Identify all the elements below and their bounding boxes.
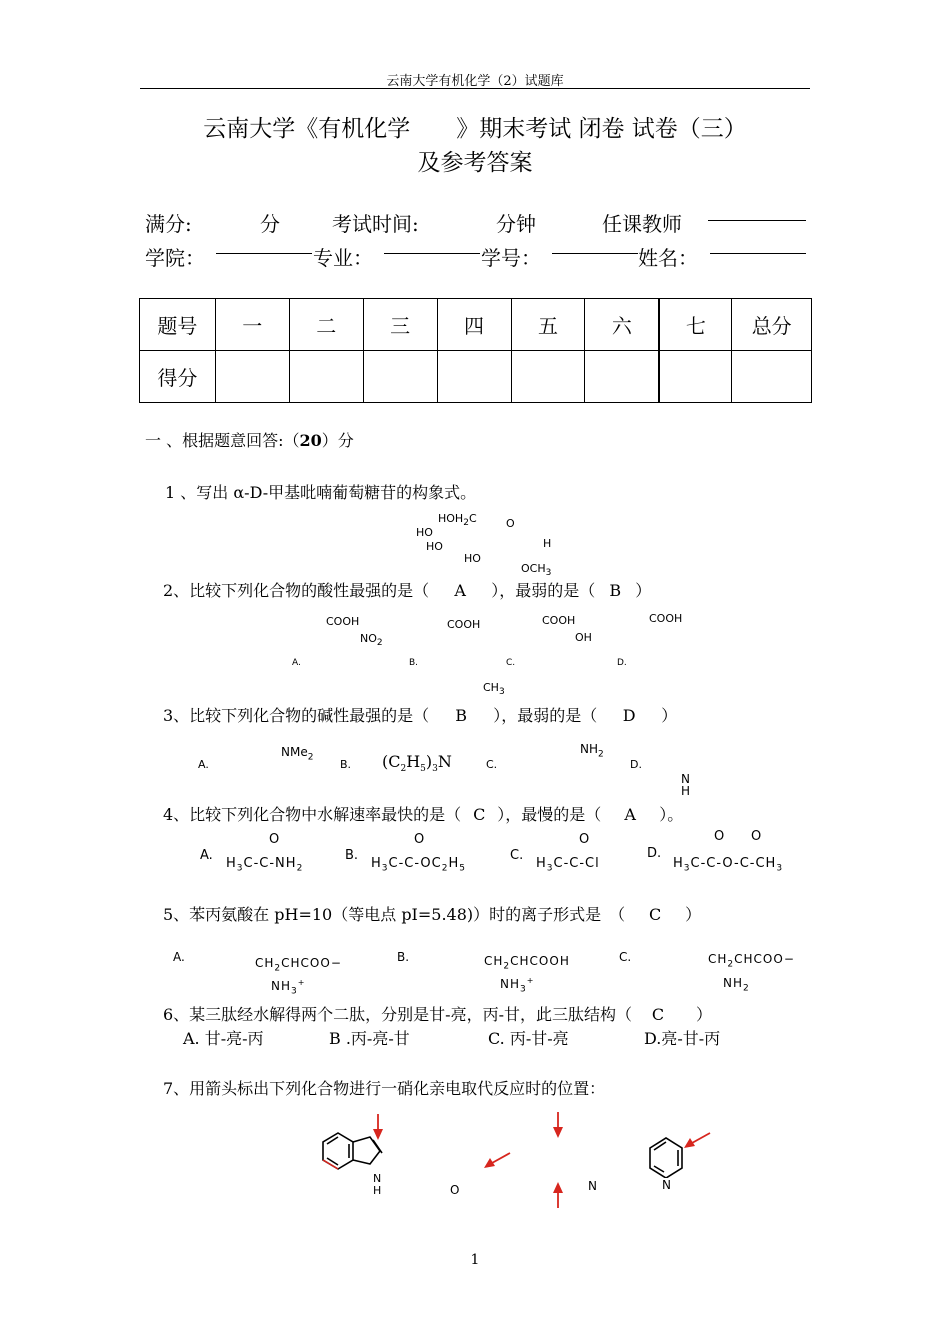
q5-option-a: A.	[173, 950, 185, 964]
q4-a-formula: $H_3C-C-NH_2$	[226, 856, 304, 874]
arrow-indole-c3	[368, 1112, 388, 1142]
arrow-pyrrole-bottom	[548, 1180, 568, 1210]
header-cell: 七	[659, 299, 732, 351]
score-cell[interactable]	[437, 351, 511, 403]
score-table-header-row	[140, 299, 812, 351]
q3-a-nme2: NMe$_2$	[281, 745, 314, 763]
q1-label-ho: HO	[416, 526, 433, 539]
score-row-label: 得分	[140, 351, 216, 403]
q3-option-d: D.	[630, 758, 642, 771]
teacher-label: 任课教师	[602, 212, 682, 236]
score-table-score-row	[140, 351, 812, 403]
header-cell: 总分	[732, 299, 812, 351]
arrow-furan	[480, 1150, 514, 1172]
q6-choice-a: A. 甘-亮-丙	[183, 1029, 264, 1048]
header-cell: 三	[363, 299, 437, 351]
q1-label-och3: $OCH_3$	[521, 562, 552, 579]
q4-answer-slowest: A	[624, 805, 636, 824]
pyridine-n: N	[662, 1178, 671, 1192]
q4-c-formula: $H_3C-C-Cl$	[536, 856, 600, 874]
q2-a-no2: $NO_2$	[360, 632, 383, 649]
q4-option-b: B.	[345, 848, 359, 863]
student-id-blank[interactable]	[552, 253, 638, 254]
major-label: 专业：	[313, 246, 373, 270]
q3-c-nh2: $NH_2$	[580, 742, 604, 760]
score-cell[interactable]	[289, 351, 363, 403]
question-7: 7、用箭头标出下列化合物进行一硝化亲电取代反应时的位置：	[163, 1079, 606, 1098]
header-rule	[140, 88, 810, 89]
header-cell: 题号	[140, 299, 216, 351]
q3-answer-weakest: D	[622, 706, 636, 725]
indole-n: N	[373, 1172, 382, 1185]
exam-time-label: 考试时间:	[332, 212, 419, 236]
q4-answer-fastest: C	[473, 805, 486, 824]
name-label: 姓名：	[638, 246, 698, 270]
score-cell[interactable]	[732, 351, 812, 403]
q1-label-h: H	[543, 537, 552, 550]
pyridine-structure	[640, 1128, 720, 1192]
header-cell: 五	[511, 299, 585, 351]
minutes-unit: 分钟	[496, 212, 536, 236]
score-cell[interactable]	[511, 351, 585, 403]
exam-title-line2: 及参考答案	[417, 150, 533, 176]
header-cell: 二	[289, 299, 363, 351]
q3-b-triethylamine: $(C_2H_5)_3N$	[382, 752, 452, 775]
indole-h: H	[373, 1184, 382, 1197]
q2-c-cooh: COOH	[542, 614, 576, 627]
q1-label-ho: HO	[426, 540, 443, 553]
q4-b-formula: $H_3C-C-OC_2H_5$	[371, 856, 466, 874]
q4-option-c: C.	[510, 848, 524, 863]
question-1: 1 、写出 α-D-甲基吡喃葡萄糖苷的构象式。	[165, 483, 477, 502]
q2-option-d: D.	[617, 658, 627, 668]
q5-c-formula: $CH_2CHCOO-$	[708, 952, 795, 970]
q6-choice-c: C. 丙-甘-亮	[488, 1029, 569, 1048]
score-cell[interactable]	[585, 351, 659, 403]
q6-choice-b: B .丙-亮-甘	[329, 1029, 410, 1048]
q2-answer-strongest: A	[454, 581, 466, 600]
teacher-blank[interactable]	[708, 220, 806, 221]
q3-answer-strongest: B	[455, 706, 468, 725]
q6-answer: C	[651, 1005, 665, 1024]
arrow-pyrrole-top	[548, 1110, 568, 1140]
q2-a-cooh: COOH	[326, 615, 360, 628]
q4-d-carbonyl-o: O	[751, 829, 762, 844]
q2-option-b: B.	[409, 658, 419, 668]
running-header: 云南大学有机化学（2）试题库	[386, 74, 564, 89]
q5-b-formula: $CH_2CHCOOH$	[484, 954, 570, 972]
q2-option-c: C.	[506, 658, 516, 668]
q3-d-n: N	[681, 772, 690, 786]
q4-a-carbonyl-o: O	[269, 832, 280, 847]
student-id-label: 学号：	[481, 246, 541, 270]
college-blank[interactable]	[216, 253, 312, 254]
name-blank[interactable]	[710, 253, 806, 254]
major-blank[interactable]	[384, 253, 480, 254]
header-cell: 六	[585, 299, 659, 351]
q6-choice-d: D.亮-甘-丙	[644, 1029, 721, 1048]
q1-label-hoh2c: $HOH_2C$	[438, 512, 477, 529]
header-cell: 四	[437, 299, 511, 351]
q5-option-b: B.	[397, 950, 410, 964]
q2-b-cooh: COOH	[447, 618, 481, 631]
q2-d-cooh: COOH	[649, 612, 683, 625]
q2-option-a: A.	[292, 658, 301, 668]
q5-option-c: C.	[619, 950, 632, 964]
score-table	[139, 298, 812, 403]
question-5: 5、苯丙氨酸在 pH=10（等电点 pI=5.48)）时的离子形式是 （ C ）	[163, 905, 702, 924]
q2-b-ch3: $CH_3$	[483, 681, 505, 698]
section-1-title: 一 、根据题意回答:（20）分	[145, 431, 354, 450]
q4-b-carbonyl-o: O	[414, 832, 425, 847]
q3-d-h: H	[681, 784, 691, 798]
q5-b-amino: $NH_3^+$	[500, 976, 535, 995]
q3-option-c: C.	[486, 758, 498, 771]
header-cell: 一	[215, 299, 289, 351]
q3-option-b: B.	[340, 758, 352, 771]
q4-d-formula: $H_3C-C-O-C-CH_3$	[673, 856, 784, 874]
q1-label-o: O	[506, 517, 515, 530]
q4-option-d: D.	[647, 846, 662, 861]
indole-structure	[315, 1112, 405, 1202]
pyrrole-n: N	[588, 1179, 597, 1193]
question-2: 2、比较下列化合物的酸性最强的是（ A ），最弱的是（ B ）	[163, 581, 652, 600]
q5-c-amino: $NH_2$	[723, 976, 750, 994]
q2-answer-weakest: B	[609, 581, 622, 600]
exam-title-line1: 云南大学《有机化学 》期末考试 闭卷 试卷（三）	[203, 116, 747, 142]
q3-option-a: A.	[198, 758, 209, 771]
full-score-label: 满分:	[145, 212, 192, 236]
score-cell[interactable]	[659, 351, 732, 403]
page-number: 1	[470, 1252, 480, 1268]
q2-c-oh: OH	[575, 631, 592, 644]
score-cell[interactable]	[215, 351, 289, 403]
q5-answer: C	[649, 905, 662, 924]
score-unit: 分	[260, 212, 280, 236]
q4-d-carbonyl-o: O	[714, 829, 725, 844]
score-cell[interactable]	[363, 351, 437, 403]
q4-option-a: A.	[200, 848, 213, 863]
q1-label-ho: HO	[464, 552, 481, 565]
q5-a-formula: $CH_2CHCOO-$	[255, 956, 342, 974]
q4-c-carbonyl-o: O	[579, 832, 590, 847]
q5-a-amino: $NH_3^+$	[271, 978, 306, 997]
college-label: 学院：	[145, 246, 205, 270]
question-4: 4、比较下列化合物中水解速率最快的是（ C ），最慢的是（ A ）。	[163, 805, 684, 824]
question-6: 6、某三肽经水解得两个二肽，分别是甘-亮，丙-甘，此三肽结构（ C ）	[163, 1005, 713, 1024]
question-3: 3、比较下列化合物的碱性最强的是（ B ），最弱的是（ D ）	[163, 706, 678, 725]
furan-o: O	[450, 1183, 460, 1197]
